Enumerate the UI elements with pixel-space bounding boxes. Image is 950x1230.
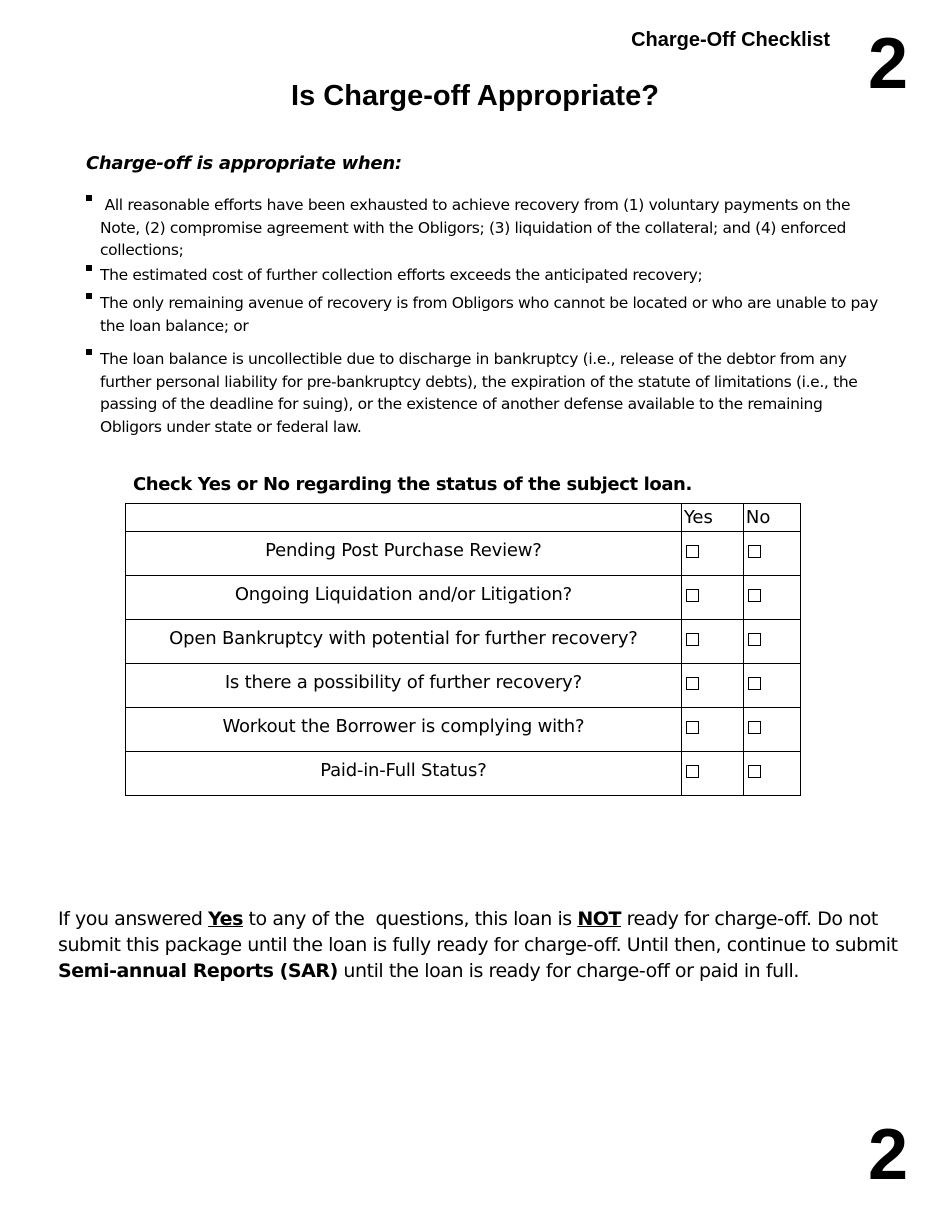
yes-column-header: Yes [681, 504, 743, 532]
yes-checkbox[interactable] [686, 677, 699, 690]
criteria-item-text: The loan balance is uncollectible due to discharge in bankruptcy (i.e., release of the debtor from any further personal liability for pre-bankruptcy debts), the expiration of the statute of limitations (i.e., the passing of the deadline for suing), or the existence of another defense available to the remaining Obligors under state or federal law. [100, 350, 858, 436]
no-cell [743, 708, 800, 752]
loan-status-table [125, 503, 801, 796]
table-row [126, 532, 801, 576]
conclusion-text: until the loan is ready for charge-off or paid in full. [337, 960, 799, 982]
yes-checkbox[interactable] [686, 721, 699, 734]
bullet-square-icon [86, 293, 92, 299]
no-checkbox[interactable] [748, 589, 761, 602]
page-number-top: 2 [867, 24, 909, 104]
yes-checkbox[interactable] [686, 589, 699, 602]
question-cell: Paid-in-Full Status? [126, 752, 682, 796]
question-column-header [126, 504, 682, 532]
no-cell [743, 576, 800, 620]
document-header-label: Charge-Off Checklist [631, 29, 830, 51]
table-row [126, 708, 801, 752]
table-instruction: Check Yes or No regarding the status of the subject loan. [133, 474, 692, 495]
yes-checkbox[interactable] [686, 545, 699, 558]
question-cell: Open Bankruptcy with potential for further recovery? [126, 620, 682, 664]
question-cell: Pending Post Purchase Review? [126, 532, 682, 576]
conclusion-text: ready for charge-off. Do not submit this package until the loan is fully ready for charge-off. Until then, continue to submit [58, 908, 904, 956]
table-row [126, 664, 801, 708]
yes-emphasis: Yes [208, 908, 243, 930]
yes-cell [681, 708, 743, 752]
table-row [126, 620, 801, 664]
no-cell [743, 532, 800, 576]
question-cell: Workout the Borrower is complying with? [126, 708, 682, 752]
conclusion-text: If you answered [58, 908, 209, 930]
no-checkbox[interactable] [748, 545, 761, 558]
conclusion-paragraph [58, 906, 918, 984]
criteria-list-item [86, 264, 886, 287]
sar-emphasis: Semi-annual Reports (SAR) [58, 960, 338, 982]
page-title: Is Charge-off Appropriate? [291, 80, 659, 112]
yes-cell [681, 664, 743, 708]
yes-checkbox[interactable] [686, 765, 699, 778]
criteria-item-text: All reasonable efforts have been exhausted to achieve recovery from (1) voluntary payments on the Note, (2) compromise agreement with the Obligors; (3) liquidation of the collateral; and (4) enforced collections; [100, 196, 855, 259]
criteria-heading: Charge-off is appropriate when: [86, 153, 402, 174]
no-checkbox[interactable] [748, 765, 761, 778]
no-checkbox[interactable] [748, 677, 761, 690]
question-cell: Ongoing Liquidation and/or Litigation? [126, 576, 682, 620]
no-column-header: No [743, 504, 800, 532]
yes-checkbox[interactable] [686, 633, 699, 646]
page-number-bottom: 2 [867, 1115, 909, 1195]
question-cell: Is there a possibility of further recovery? [126, 664, 682, 708]
not-emphasis: NOT [577, 908, 621, 930]
yes-cell [681, 620, 743, 664]
table-row [126, 576, 801, 620]
no-cell [743, 752, 800, 796]
no-cell [743, 620, 800, 664]
table-header-row [126, 504, 801, 532]
bullet-square-icon [86, 349, 92, 355]
yes-cell [681, 576, 743, 620]
yes-cell [681, 532, 743, 576]
no-checkbox[interactable] [748, 633, 761, 646]
conclusion-text: to any of the questions, this loan is [242, 908, 578, 930]
criteria-item-text: The estimated cost of further collection efforts exceeds the anticipated recovery; [100, 266, 703, 284]
table-row [126, 752, 801, 796]
criteria-list-item [86, 292, 886, 337]
bullet-square-icon [86, 195, 92, 201]
no-cell [743, 664, 800, 708]
no-checkbox[interactable] [748, 721, 761, 734]
criteria-list-item [86, 194, 886, 262]
bullet-square-icon [86, 265, 92, 271]
criteria-item-text: The only remaining avenue of recovery is from Obligors who cannot be located or who are unable to pay the loan balance; or [100, 294, 878, 335]
yes-cell [681, 752, 743, 796]
criteria-list-item [86, 348, 886, 438]
